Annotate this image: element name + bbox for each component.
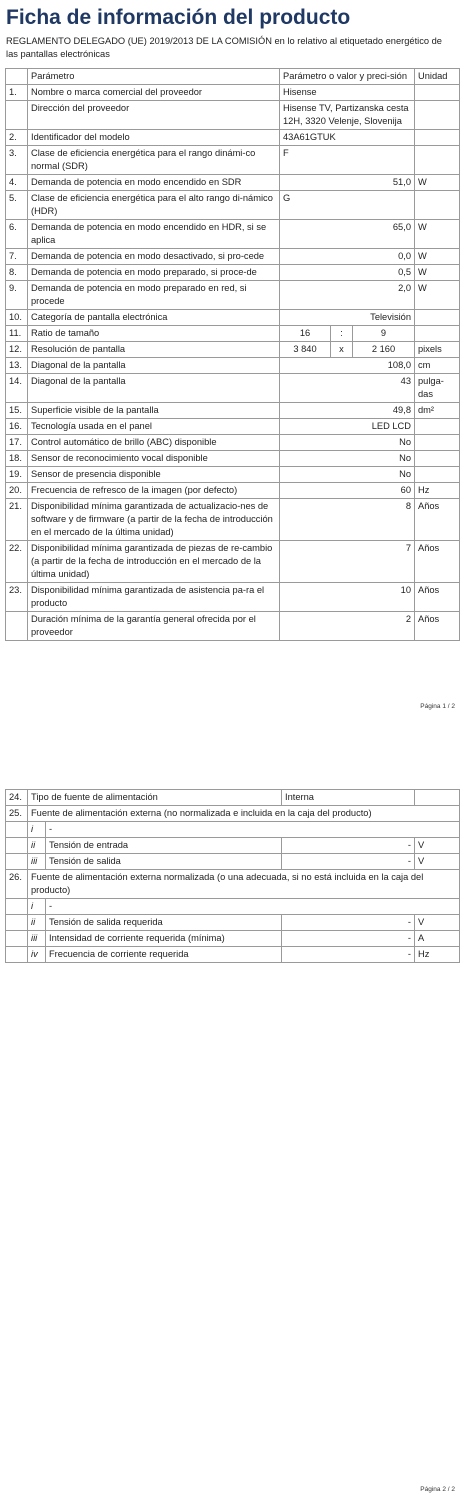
row-parameter: Demanda de potencia en modo preparado en red, si procede: [28, 281, 280, 310]
row-value: -: [282, 838, 415, 854]
table-row: [6, 947, 460, 963]
table-row: [6, 85, 460, 101]
table-row: [6, 854, 460, 870]
table-row: [6, 915, 460, 931]
row-subindex: i: [28, 899, 46, 915]
row-number: 25.: [6, 806, 28, 822]
row-number: 1.: [6, 85, 28, 101]
page-number: Página 2 / 2: [420, 1486, 455, 1493]
row-number: [6, 101, 28, 130]
ratio-height: 9: [353, 326, 415, 342]
row-unit: W: [415, 220, 460, 249]
table-row: [6, 419, 460, 435]
row-value: 2,0: [280, 281, 415, 310]
row-parameter: Tecnología usada en el panel: [28, 419, 280, 435]
table-row: [6, 249, 460, 265]
row-parameter: Superficie visible de la pantalla: [28, 403, 280, 419]
row-parameter: Diagonal de la pantalla: [28, 374, 280, 403]
row-value: G: [280, 191, 415, 220]
row-value: No: [280, 467, 415, 483]
row-unit: [415, 435, 460, 451]
table-row: [6, 342, 460, 358]
row-number: 14.: [6, 374, 28, 403]
table-row: [6, 435, 460, 451]
row-value: -: [282, 931, 415, 947]
row-unit: [415, 790, 460, 806]
row-parameter: Identificador del modelo: [28, 130, 280, 146]
row-parameter: Categoría de pantalla electrónica: [28, 310, 280, 326]
table-row: [6, 541, 460, 583]
row-value: 7: [280, 541, 415, 583]
table-row: [6, 220, 460, 249]
row-subindex: i: [28, 822, 46, 838]
row-number: [6, 915, 28, 931]
row-value: 43: [280, 374, 415, 403]
row-number: 16.: [6, 419, 28, 435]
row-value: 108,0: [280, 358, 415, 374]
row-parameter: Demanda de potencia en modo encendido en HDR, si se aplica: [28, 220, 280, 249]
row-parameter: Tensión de salida: [46, 854, 282, 870]
row-parameter: Duración mínima de la garantía general ofrecida por el proveedor: [28, 612, 280, 641]
row-unit: Años: [415, 541, 460, 583]
product-info-table: [5, 68, 460, 641]
row-unit: Años: [415, 499, 460, 541]
table-row: [6, 806, 460, 822]
row-number: 18.: [6, 451, 28, 467]
table-row: [6, 358, 460, 374]
row-unit: [415, 467, 460, 483]
row-number: [6, 899, 28, 915]
row-unit: cm: [415, 358, 460, 374]
row-value: 10: [280, 583, 415, 612]
page-number: Página 1 / 2: [420, 703, 455, 710]
row-parameter: Tensión de entrada: [46, 838, 282, 854]
table-row: [6, 931, 460, 947]
row-parameter: Frecuencia de refresco de la imagen (por defecto): [28, 483, 280, 499]
table-row: [6, 790, 460, 806]
row-number: 9.: [6, 281, 28, 310]
row-value: 49,8: [280, 403, 415, 419]
row-value: 65,0: [280, 220, 415, 249]
row-unit: [415, 101, 460, 130]
row-number: 24.: [6, 790, 28, 806]
row-unit: Años: [415, 612, 460, 641]
row-unit: [415, 326, 460, 342]
row-parameter: Tensión de salida requerida: [46, 915, 282, 931]
row-number: [6, 822, 28, 838]
row-unit: [415, 451, 460, 467]
row-parameter: Tipo de fuente de alimentación: [28, 790, 282, 806]
row-parameter: -: [46, 899, 460, 915]
table-row: [6, 310, 460, 326]
row-unit: V: [415, 854, 460, 870]
row-number: 10.: [6, 310, 28, 326]
table-row: [6, 374, 460, 403]
table-row: [6, 281, 460, 310]
row-number: [6, 931, 28, 947]
table-row: [6, 612, 460, 641]
row-parameter: Demanda de potencia en modo desactivado, si pro-cede: [28, 249, 280, 265]
resolution-width: 3 840: [280, 342, 331, 358]
row-parameter: Clase de eficiencia energética para el rango dinámi-co normal (SDR): [28, 146, 280, 175]
row-value: 0,5: [280, 265, 415, 281]
row-value: Hisense TV, Partizanska cesta 12H, 3320 Velenje, Slovenija: [280, 101, 415, 130]
table-row: [6, 822, 460, 838]
row-parameter: Demanda de potencia en modo encendido en SDR: [28, 175, 280, 191]
row-value: 8: [280, 499, 415, 541]
row-number: 7.: [6, 249, 28, 265]
row-parameter: Fuente de alimentación externa (no normalizada e incluida en la caja del producto): [28, 806, 460, 822]
row-parameter: Diagonal de la pantalla: [28, 358, 280, 374]
row-unit: dm²: [415, 403, 460, 419]
row-parameter: Control automático de brillo (ABC) disponible: [28, 435, 280, 451]
row-number: 5.: [6, 191, 28, 220]
row-number: 6.: [6, 220, 28, 249]
row-unit: [415, 146, 460, 175]
row-number: 22.: [6, 541, 28, 583]
table-row: [6, 870, 460, 899]
row-unit: Hz: [415, 483, 460, 499]
header-value: Parámetro o valor y preci-sión: [280, 69, 415, 85]
table-row: [6, 265, 460, 281]
row-subindex: iv: [28, 947, 46, 963]
row-number: 23.: [6, 583, 28, 612]
table-row: [6, 899, 460, 915]
row-parameter: Frecuencia de corriente requerida: [46, 947, 282, 963]
row-unit: [415, 310, 460, 326]
row-number: 4.: [6, 175, 28, 191]
row-value: F: [280, 146, 415, 175]
row-parameter: Disponibilidad mínima garantizada de piezas de re-cambio (a partir de la fecha de introducción en el mercado de la última unidad): [28, 541, 280, 583]
row-unit: pixels: [415, 342, 460, 358]
row-subindex: iii: [28, 854, 46, 870]
row-number: 20.: [6, 483, 28, 499]
row-value: Interna: [282, 790, 415, 806]
row-number: 15.: [6, 403, 28, 419]
row-unit: [415, 85, 460, 101]
table-row: [6, 130, 460, 146]
row-unit: W: [415, 281, 460, 310]
ratio-separator: :: [331, 326, 353, 342]
row-parameter: Sensor de reconocimiento vocal disponible: [28, 451, 280, 467]
table-row: [6, 483, 460, 499]
table-row: [6, 451, 460, 467]
table-row: [6, 146, 460, 175]
row-value: LED LCD: [280, 419, 415, 435]
row-subindex: ii: [28, 838, 46, 854]
table-row: [6, 467, 460, 483]
row-number: 3.: [6, 146, 28, 175]
row-parameter: Ratio de tamaño: [28, 326, 280, 342]
row-number: 11.: [6, 326, 28, 342]
table-row: [6, 583, 460, 612]
document-subtitle: REGLAMENTO DELEGADO (UE) 2019/2013 DE LA COMISIÓN en lo relativo al etiquetado energético de las pantallas electrónicas: [6, 36, 442, 59]
table-row: [6, 326, 460, 342]
resolution-separator: x: [331, 342, 353, 358]
row-number: 13.: [6, 358, 28, 374]
row-value: 51,0: [280, 175, 415, 191]
row-number: 21.: [6, 499, 28, 541]
table-row: [6, 175, 460, 191]
row-value: No: [280, 451, 415, 467]
row-unit: Hz: [415, 947, 460, 963]
row-number: 17.: [6, 435, 28, 451]
row-parameter: Intensidad de corriente requerida (mínima): [46, 931, 282, 947]
row-subindex: iii: [28, 931, 46, 947]
row-parameter: Fuente de alimentación externa normalizada (o una adecuada, si no está incluida en la caja del producto): [28, 870, 460, 899]
header-unit: Unidad: [415, 69, 460, 85]
row-value: Hisense: [280, 85, 415, 101]
table-header: [6, 69, 460, 85]
row-value: 60: [280, 483, 415, 499]
row-parameter: Disponibilidad mínima garantizada de asistencia pa-ra el producto: [28, 583, 280, 612]
row-value: -: [282, 915, 415, 931]
document-title: Ficha de información del producto: [6, 6, 351, 29]
row-value: No: [280, 435, 415, 451]
row-number: [6, 854, 28, 870]
ratio-width: 16: [280, 326, 331, 342]
table-row: [6, 499, 460, 541]
table-row: [6, 838, 460, 854]
row-unit: W: [415, 265, 460, 281]
row-unit: V: [415, 915, 460, 931]
resolution-height: 2 160: [353, 342, 415, 358]
power-supply-table: [5, 789, 460, 963]
row-unit: [415, 191, 460, 220]
row-value: 0,0: [280, 249, 415, 265]
row-unit: W: [415, 249, 460, 265]
row-parameter: Nombre o marca comercial del proveedor: [28, 85, 280, 101]
row-unit: A: [415, 931, 460, 947]
row-subindex: ii: [28, 915, 46, 931]
row-value: -: [282, 947, 415, 963]
row-parameter: Disponibilidad mínima garantizada de actualizacio-nes de software y de firmware (a partir de la fecha de introducción en el mercado de la última unidad): [28, 499, 280, 541]
row-unit: [415, 419, 460, 435]
row-unit: W: [415, 175, 460, 191]
row-parameter: Demanda de potencia en modo preparado, si proce-de: [28, 265, 280, 281]
row-value: -: [282, 854, 415, 870]
row-unit: V: [415, 838, 460, 854]
row-parameter: Sensor de presencia disponible: [28, 467, 280, 483]
header-num: [6, 69, 28, 85]
row-unit: [415, 130, 460, 146]
row-number: [6, 612, 28, 641]
header-parameter: Parámetro: [28, 69, 280, 85]
table-row: [6, 101, 460, 130]
row-parameter: -: [46, 822, 460, 838]
row-number: 2.: [6, 130, 28, 146]
row-unit: Años: [415, 583, 460, 612]
row-unit: pulga-das: [415, 374, 460, 403]
row-value: Televisión: [280, 310, 415, 326]
row-number: 26.: [6, 870, 28, 899]
row-number: [6, 947, 28, 963]
table-row: [6, 191, 460, 220]
row-number: 19.: [6, 467, 28, 483]
row-parameter: Resolución de pantalla: [28, 342, 280, 358]
row-number: [6, 838, 28, 854]
row-parameter: Clase de eficiencia energética para el alto rango di-námico (HDR): [28, 191, 280, 220]
row-value: 43A61GTUK: [280, 130, 415, 146]
table-row: [6, 403, 460, 419]
row-number: 8.: [6, 265, 28, 281]
row-number: 12.: [6, 342, 28, 358]
row-value: 2: [280, 612, 415, 641]
row-parameter: Dirección del proveedor: [28, 101, 280, 130]
